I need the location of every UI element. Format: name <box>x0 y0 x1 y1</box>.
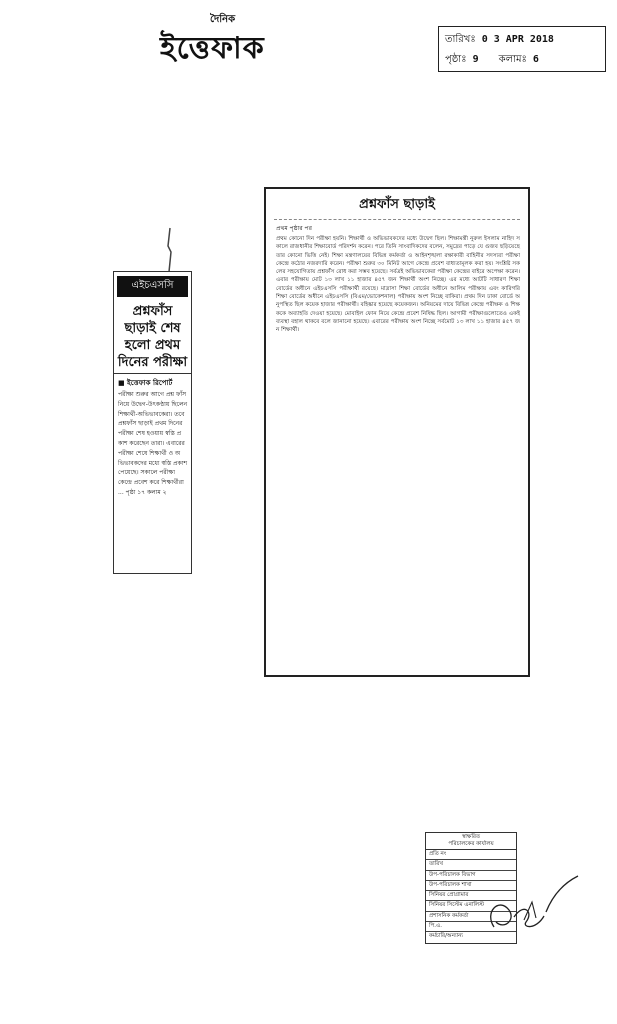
form-title-line2: পরিচালকের কার্যালয় <box>448 841 494 847</box>
small-clipping-headline: প্রশ্নফাঁস ছাড়াই শেষ হলো প্রথম দিনের পরীক্ষা <box>114 301 191 374</box>
form-row: উপ-পরিচালক শাখা <box>426 881 516 891</box>
small-news-clipping <box>113 271 192 574</box>
form-row: প্রশাসনিক কর্মকর্তা <box>426 912 516 922</box>
form-row: উপ-পরিচালক বিভাগ <box>426 871 516 881</box>
pencil-mark <box>162 226 176 276</box>
page-value: 9 <box>472 54 479 65</box>
date-value: 0 3 APR 2018 <box>481 34 554 45</box>
small-clipping-byline: ■ ইত্তেফাক রিপোর্ট <box>118 379 173 387</box>
newspaper-name: ইত্তেফাক <box>160 31 265 66</box>
continued-from-label: প্রথম পৃষ্ঠার পর <box>276 225 312 232</box>
large-news-clipping <box>264 187 530 677</box>
form-row: সিনিয়র সিস্টেম এনালিস্ট <box>426 901 516 911</box>
date-stamp: তারিখঃ 0 3 APR 2018 পৃষ্ঠাঃ 9 কলামঃ 6 <box>438 26 606 72</box>
form-row: তারিখ <box>426 860 516 870</box>
form-row: প্রতি নং <box>426 850 516 860</box>
masthead-small-label: দৈনিক <box>210 14 236 25</box>
page-label: পৃষ্ঠা <box>445 54 467 65</box>
handwritten-signature <box>474 872 584 942</box>
small-clipping-body: পরীক্ষা শুরুর আগে প্রশ্ন ফাঁস নিয়ে উদ্বেগ-উৎকণ্ঠায় ছিলেন শিক্ষার্থী-অভিভাবকেরা। তবে প্রশ্নফাঁস ছাড়াই প্রথম দিনের পরীক্ষা শেষ হওয়ায় স্বস্তি প্রকাশ করেছেন তারা। এবারের পরীক্ষা শেষে শিক্ষার্থী ও অভিভাবকদের মধ্যে স্বস্তি প্রকাশ পেয়েছে। সকালে পরীক্ষা কেন্দ্রে প্রবেশ করে শিক্ষার্থীরা ... পৃষ্ঠা ১৭ কলাম ২ <box>118 391 188 496</box>
form-row: কর্মচারি/অন্যান্য <box>429 933 464 940</box>
form-row: পি.এ. <box>426 922 516 932</box>
form-title-line1: স্বাক্ষরিত <box>461 834 481 840</box>
section-band: এইচএসসি <box>117 276 188 297</box>
form-row: সিনিয়র প্রোগ্রামার <box>426 891 516 901</box>
column-label: কলাম <box>498 54 527 65</box>
date-label: তারিখ <box>445 34 476 45</box>
column-value: 6 <box>532 54 539 65</box>
large-clipping-headline: প্রশ্নফাঁস ছাড়াই <box>274 189 520 220</box>
large-clipping-body: প্রথম কোনো দিন পরীক্ষা হয়নি। শিক্ষার্থী ও অভিভাবকদের মধ্যে উদ্বেগ ছিল। শিক্ষামন্ত্রী নুরুল ইসলাম নাহিদ সকালে রাজধানীর শিক্ষাবোর্ড পরিদর্শন করেন। পরে তিনি সাংবাদিকদের বলেন, সমুদ্রের পাড়ে যে গুজব ছড়িয়েছে তার কোনো ভিত্তি নেই। শিক্ষা মন্ত্রণালয়ের বিভিন্ন কর্মকর্তা ও আইনশৃঙ্খলা রক্ষাকারী বাহিনীর সদস্যরা পরীক্ষা কেন্দ্রে কঠোর নজরদারি করেন। পরীক্ষা শুরুর ৩০ মিনিট আগে কেন্দ্রে প্রবেশ বাধ্যতামূলক করা হয়। সংশ্লিষ্ট সকলের সহযোগিতায় প্রশ্নফাঁস রোধ করা সম্ভব হয়েছে। সর্বত্রই অভিভাবকেরা পরীক্ষা কেন্দ্রের বাইরে অপেক্ষা করেন। এবার পরীক্ষায় মোট ১৩ লাখ ১১ হাজার ৪৫৭ জন শিক্ষার্থী অংশ নিচ্ছে। এর মধ্যে আটটি সাধারণ শিক্ষা বোর্ডের অধীনে এইচএসসি পরীক্ষার্থী রয়েছে। মাদ্রাসা শিক্ষা বোর্ডের অধীনে আলিম পরীক্ষায় এবং কারিগরি শিক্ষা বোর্ডের অধীনে এইচএসসি (বিএম/ভোকেশনাল) পরীক্ষায় অংশ নিচ্ছে বাকিরা। প্রথম দিন ঢাকা বোর্ডে অনুপস্থিত ছিল কয়েক হাজার পরীক্ষার্থী। বহিষ্কার হয়েছে কয়েকজন। অনিয়মের দায়ে বিভিন্ন কেন্দ্রে পরীক্ষক ও শিক্ষককে অব্যাহতি দেওয়া হয়েছে। মোবাইল ফোন নিয়ে কেন্দ্রে প্রবেশ নিষিদ্ধ ছিল। আগামী পরীক্ষাগুলোতেও একই ব্যবস্থা বহাল থাকবে বলে জানানো হয়েছে। এবারের পরীক্ষায় অংশ নিচ্ছে সর্বমোট ১৩ লাখ ১১ হাজার ৪৫৭ জন শিক্ষার্থী। <box>276 236 520 334</box>
